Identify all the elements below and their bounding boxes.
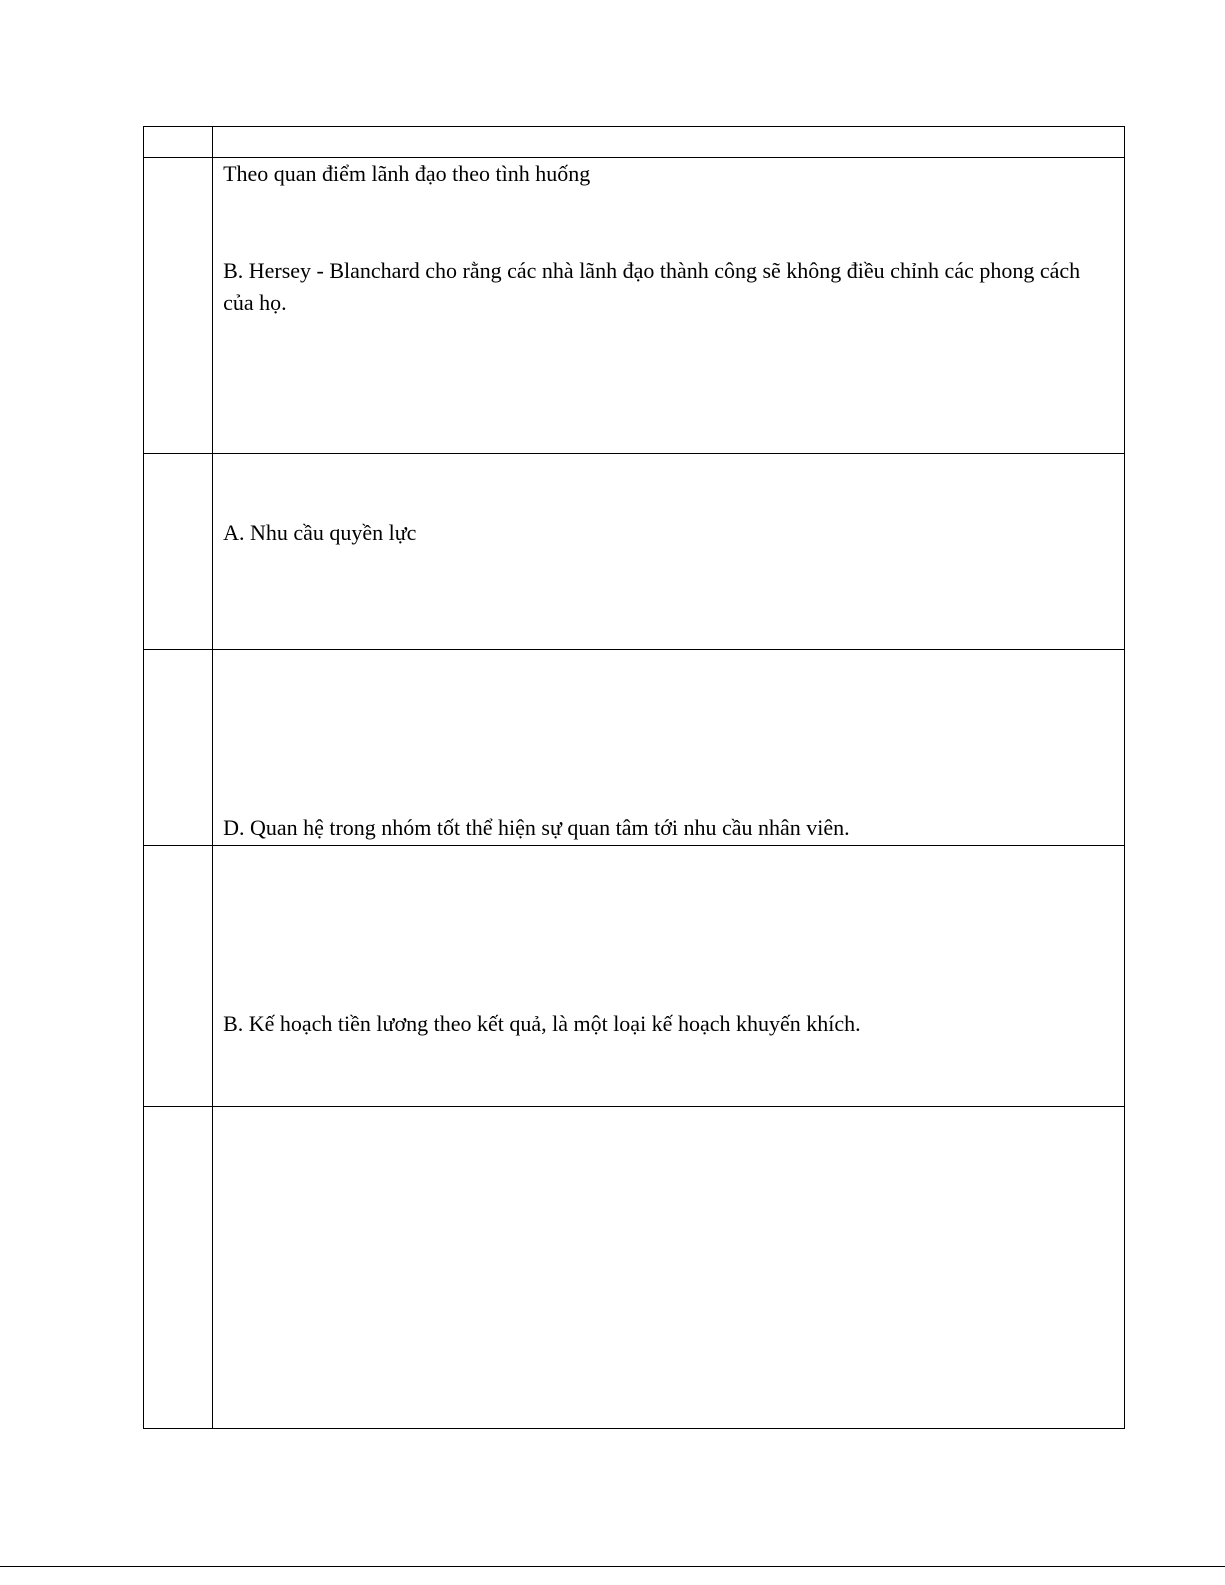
- answer-text: B. Hersey - Blanchard cho rằng các nhà lãnh đạo thành công sẽ không điều chỉnh các phong cách của họ.: [223, 258, 1081, 315]
- text-cell: [213, 158, 1125, 454]
- text-cell: [213, 127, 1125, 158]
- number-cell: [144, 158, 213, 454]
- answer-text: A. Nhu cầu quyền lực: [223, 520, 417, 545]
- answer-text: B. Kế hoạch tiền lương theo kết quả, là một loại kế hoạch khuyến khích.: [223, 1011, 861, 1036]
- page-bottom-rule: [0, 1566, 1225, 1567]
- table-row: [144, 846, 1125, 1107]
- text-cell: [213, 1107, 1125, 1429]
- number-cell: [144, 846, 213, 1107]
- number-cell: [144, 650, 213, 846]
- question-stem: Theo quan điểm lãnh đạo theo tình huống: [223, 161, 591, 186]
- table-row: [144, 158, 1125, 454]
- number-cell: [144, 1107, 213, 1429]
- question-table: [143, 126, 1125, 1429]
- answer-text: D. Quan hệ trong nhóm tốt thể hiện sự quan tâm tới nhu cầu nhân viên.: [223, 815, 850, 840]
- number-cell: [144, 127, 213, 158]
- text-cell: [213, 454, 1125, 650]
- table-row: [144, 454, 1125, 650]
- text-cell: [213, 650, 1125, 846]
- table-row: [144, 127, 1125, 158]
- table-row: [144, 1107, 1125, 1429]
- text-cell: [213, 846, 1125, 1107]
- table-row: [144, 650, 1125, 846]
- number-cell: [144, 454, 213, 650]
